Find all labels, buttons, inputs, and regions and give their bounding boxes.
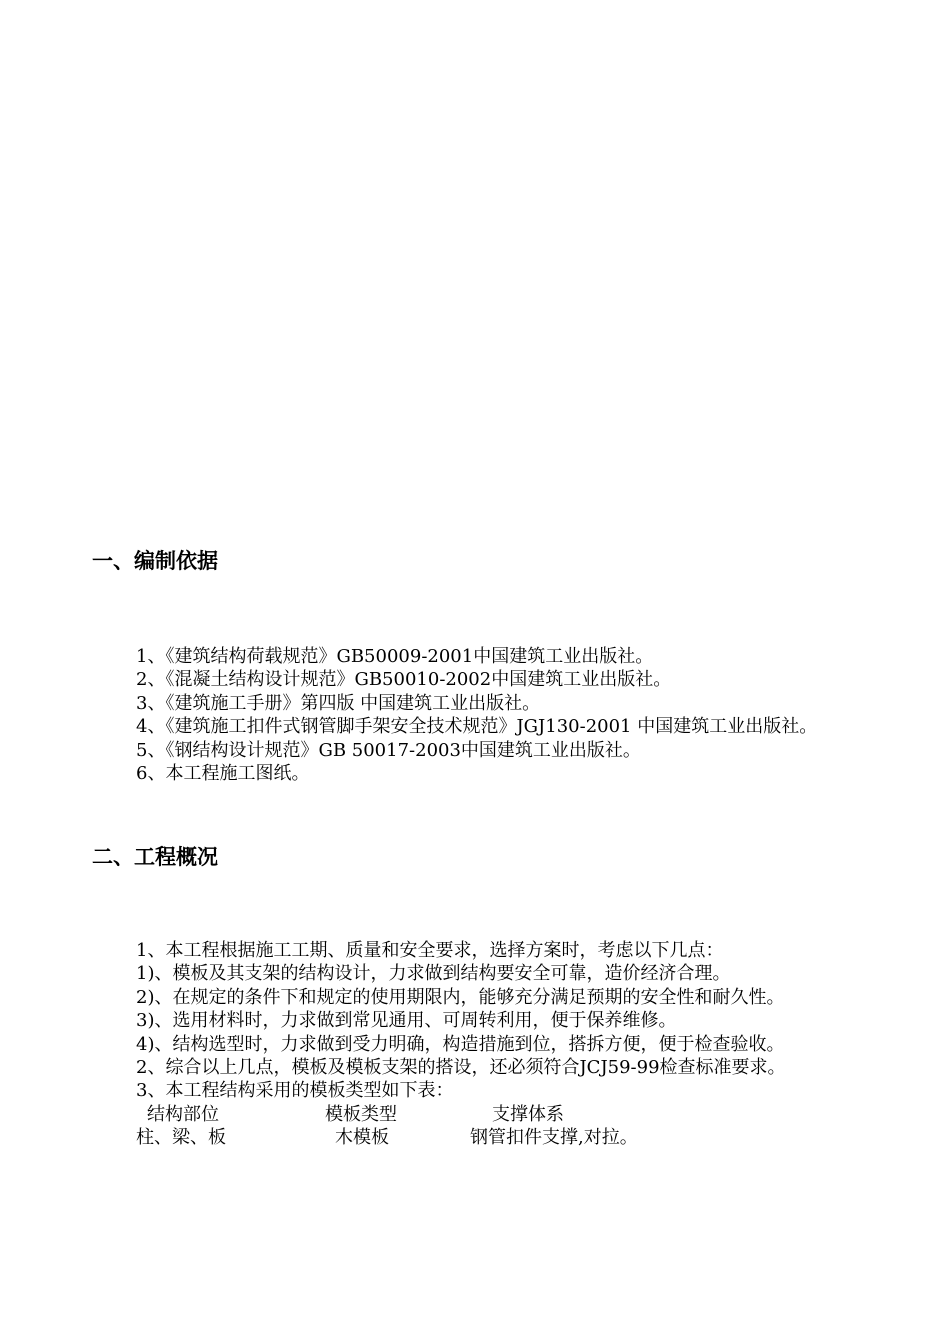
table-cell-formwork-type: 木模板	[335, 1127, 389, 1149]
section-heading-overview: 二、工程概况	[92, 845, 218, 869]
overview-paragraph-6: 2、综合以上几点，模板及模板支架的搭设，还必须符合JCJ59-99检查标准要求。	[136, 1057, 786, 1079]
overview-paragraph-3: 2)、在规定的条件下和规定的使用期限内，能够充分满足预期的安全性和耐久性。	[136, 986, 785, 1008]
section-heading-basis: 一、编制依据	[92, 549, 218, 573]
overview-body	[92, 939, 862, 1150]
overview-paragraph-2: 1)、模板及其支架的结构设计，力求做到结构要安全可靠，造价经济合理。	[136, 963, 731, 985]
overview-paragraph-1: 1、本工程根据施工工期、质量和安全要求，选择方案时，考虑以下几点：	[136, 940, 724, 961]
basis-item-2: 2、《混凝土结构设计规范》GB50010-2002中国建筑工业出版社。	[136, 669, 672, 691]
table-header-formwork-type: 模板类型	[325, 1103, 397, 1125]
overview-paragraph-7: 3、本工程结构采用的模板类型如下表：	[136, 1080, 454, 1102]
overview-paragraph-4: 3)、选用材料时，力求做到常见通用、可周转利用，便于保养维修。	[136, 1010, 677, 1032]
basis-item-6: 6、本工程施工图纸。	[136, 763, 310, 785]
basis-item-1: 1、《建筑结构荷载规范》GB50009-2001中国建筑工业出版社。	[136, 646, 654, 667]
basis-item-4: 4、《建筑施工扣件式钢管脚手架安全技术规范》JGJ130-2001 中国建筑工业出版社。	[136, 716, 818, 738]
formwork-table-row	[92, 1126, 862, 1149]
formwork-table-header	[92, 1103, 862, 1126]
basis-list	[92, 645, 862, 785]
table-cell-support-system: 钢管扣件支撑,对拉。	[470, 1127, 638, 1149]
basis-item-3: 3、《建筑施工手册》第四版 中国建筑工业出版社。	[136, 692, 541, 714]
table-header-support-system: 支撑体系	[492, 1103, 564, 1125]
overview-paragraph-5: 4)、结构选型时，力求做到受力明确，构造措施到位，搭拆方便，便于检查验收。	[136, 1033, 785, 1055]
table-header-structure-part: 结构部位	[147, 1103, 219, 1125]
basis-item-5: 5、《钢结构设计规范》GB 50017-2003中国建筑工业出版社。	[136, 739, 641, 761]
table-cell-structure-part: 柱、梁、板	[136, 1127, 226, 1149]
